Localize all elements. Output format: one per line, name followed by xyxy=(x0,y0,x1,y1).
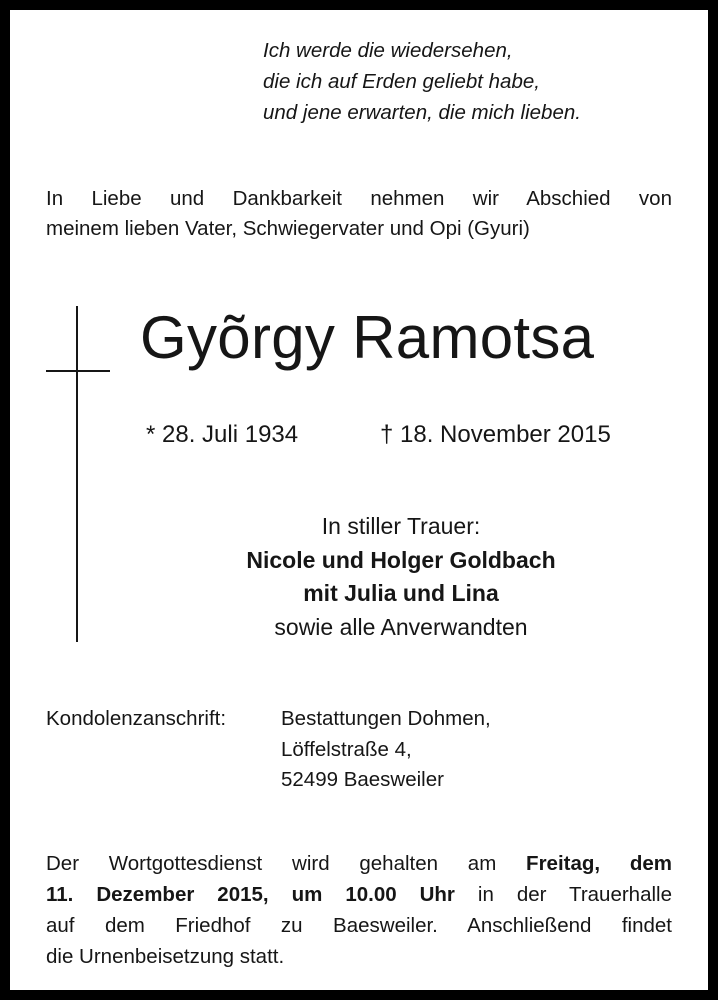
service-text: in der Trauerhalle xyxy=(454,883,672,906)
intro-line: In Liebe und Dankbarkeit nehmen wir Abschied von xyxy=(46,187,672,210)
service-day: Freitag, dem xyxy=(526,852,673,875)
condolence-address xyxy=(281,704,491,796)
poem-line: und jene erwarten, die mich lieben. xyxy=(263,101,581,124)
service-line: die Urnenbeisetzung statt. xyxy=(46,945,285,968)
address-line: Bestattungen Dohmen, xyxy=(281,707,491,730)
intro-text xyxy=(46,184,672,244)
service-line xyxy=(46,879,672,910)
deceased-name: Gyõrgy Ramotsa xyxy=(140,304,595,371)
service-notice xyxy=(46,848,672,972)
mourners-relatives: sowie alle Anverwandten xyxy=(274,613,528,640)
cross-vertical xyxy=(76,306,78,642)
mourners-children: mit Julia und Lina xyxy=(303,580,499,606)
service-text: Der Wortgottesdienst wird gehalten am xyxy=(46,852,527,875)
poem-line: die ich auf Erden geliebt habe, xyxy=(263,70,540,93)
service-line xyxy=(46,848,672,879)
mourners-intro: In stiller Trauer: xyxy=(321,513,481,539)
intro-line: meinem lieben Vater, Schwiegervater und Opi (Gyuri) xyxy=(46,217,530,240)
address-line: 52499 Baesweiler xyxy=(281,768,444,791)
service-datetime: 11. Dezember 2015, um 10.00 Uhr xyxy=(46,883,455,906)
mourners-block xyxy=(130,510,672,644)
obituary-card xyxy=(10,10,708,990)
poem-line: Ich werde die wiedersehen, xyxy=(263,39,513,62)
address-line: Löffelstraße 4, xyxy=(281,737,412,761)
service-line: auf dem Friedhof zu Baesweiler. Anschließend findet xyxy=(46,914,672,937)
poem xyxy=(263,35,581,128)
mourners-names: Nicole und Holger Goldbach xyxy=(246,546,556,573)
cross-horizontal xyxy=(46,370,110,372)
condolence-label: Kondolenzanschrift: xyxy=(46,707,227,730)
birth-date: * 28. Juli 1934 xyxy=(146,421,299,448)
death-date: † 18. November 2015 xyxy=(380,421,611,448)
